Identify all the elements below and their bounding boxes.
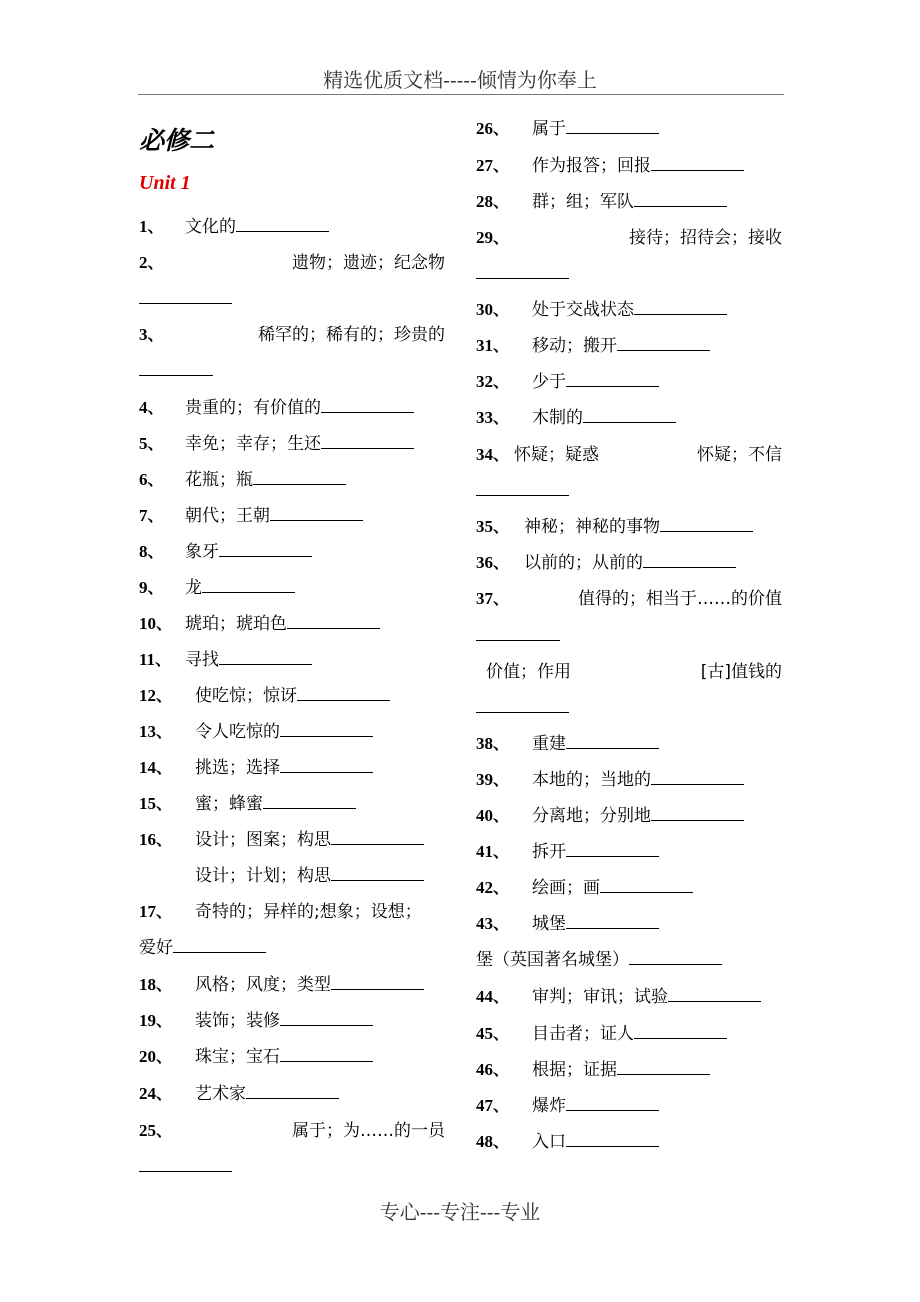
answer-blank[interactable] <box>331 830 424 845</box>
header-rule <box>138 94 784 95</box>
number-separator: 、 <box>147 508 164 525</box>
item-meaning: 设计；计划；构思 <box>195 866 331 886</box>
vocab-item-34 <box>476 444 782 467</box>
item-meaning: 值得的；相当于……的价值 <box>578 589 782 609</box>
vocab-item-37b <box>476 661 782 683</box>
vocab-item-44 <box>476 986 782 1009</box>
vocab-item-29 <box>476 227 782 250</box>
number-separator: 、 <box>156 760 173 777</box>
item-number: 24、 <box>139 1084 173 1103</box>
vocab-item-17-cont <box>139 937 445 959</box>
item-number: 25、 <box>139 1121 173 1140</box>
vocab-item-5 <box>139 433 445 456</box>
item-meaning: 移动；搬开 <box>532 336 617 356</box>
vocab-item-12 <box>139 685 445 708</box>
item-number: 12、 <box>139 686 173 705</box>
vocab-item-7 <box>139 505 445 528</box>
answer-blank[interactable] <box>668 987 761 1002</box>
number-separator: 、 <box>493 302 510 319</box>
answer-blank[interactable] <box>566 914 659 929</box>
vocab-item-35 <box>476 516 782 539</box>
number-separator: 、 <box>493 230 510 247</box>
number-separator: 、 <box>493 1062 510 1079</box>
answer-blank[interactable] <box>617 336 710 351</box>
vocab-item-14 <box>139 757 445 780</box>
answer-blank[interactable] <box>139 289 232 304</box>
vocab-item-40 <box>476 805 782 828</box>
item-number: 2、 <box>139 253 164 272</box>
item-number: 15、 <box>139 794 173 813</box>
vocab-item-20 <box>139 1046 445 1069</box>
item-meaning: 使吃惊；惊讶 <box>195 686 297 706</box>
answer-blank[interactable] <box>583 408 676 423</box>
item-meaning: 入口 <box>532 1132 566 1152</box>
vocab-item-4 <box>139 397 445 420</box>
item-meaning: 寻找 <box>185 650 219 670</box>
item-meaning: 绘画；画 <box>532 878 600 898</box>
item-meaning: 木制的 <box>532 408 583 428</box>
item-number: 13、 <box>139 722 173 741</box>
answer-blank[interactable] <box>634 300 727 315</box>
item-meaning: 贵重的；有价值的 <box>185 398 321 418</box>
item-number: 37、 <box>476 589 510 608</box>
number-separator: 、 <box>493 989 510 1006</box>
number-separator: 、 <box>493 916 510 933</box>
answer-blank[interactable] <box>566 372 659 387</box>
vocab-item-38 <box>476 733 782 756</box>
number-separator: 、 <box>147 400 164 417</box>
answer-blank[interactable] <box>236 217 329 232</box>
number-separator: 、 <box>156 1049 173 1066</box>
vocab-item-13 <box>139 721 445 744</box>
answer-blank[interactable] <box>629 950 722 965</box>
item-meaning: 以前的；从前的 <box>524 553 643 573</box>
number-separator: 、 <box>493 194 510 211</box>
page-header: 精选优质文档-----倾情为你奉上 <box>323 68 597 92</box>
vocab-item-45 <box>476 1023 782 1046</box>
answer-blank[interactable] <box>331 866 424 881</box>
item-number: 45、 <box>476 1024 510 1043</box>
answer-blank[interactable] <box>566 734 659 749</box>
answer-blank[interactable] <box>660 517 753 532</box>
number-separator: 、 <box>493 158 510 175</box>
item-meaning: 文化的 <box>185 217 236 237</box>
answer-blank[interactable] <box>651 770 744 785</box>
answer-blank[interactable] <box>219 650 312 665</box>
item-meaning: 怀疑；疑惑 <box>514 445 599 465</box>
answer-blank[interactable] <box>263 794 356 809</box>
item-meaning: 龙 <box>185 578 202 598</box>
number-separator: 、 <box>493 410 510 427</box>
number-separator: 、 <box>156 1086 173 1103</box>
item-number: 17、 <box>139 902 173 921</box>
vocab-item-47 <box>476 1095 782 1118</box>
number-separator: 、 <box>156 904 173 921</box>
number-separator: 、 <box>156 796 173 813</box>
item-meaning: 幸免；幸存；生还 <box>185 434 321 454</box>
item-number: 29、 <box>476 228 510 247</box>
item-number: 36、 <box>476 553 510 572</box>
number-separator: 、 <box>493 736 510 753</box>
vocab-item-10 <box>139 613 445 636</box>
answer-blank[interactable] <box>219 542 312 557</box>
number-separator: 、 <box>493 1026 510 1043</box>
item-meaning: 属于 <box>532 119 566 139</box>
item-number: 44、 <box>476 987 510 1006</box>
item-number: 20、 <box>139 1047 173 1066</box>
item-number: 47、 <box>476 1096 510 1115</box>
answer-blank[interactable] <box>246 1084 339 1099</box>
number-separator: 、 <box>493 338 510 355</box>
vocab-item-32 <box>476 371 782 394</box>
answer-blank[interactable] <box>270 506 363 521</box>
item-number: 6、 <box>139 470 164 489</box>
number-separator: 、 <box>493 808 510 825</box>
item-number: 27、 <box>476 156 510 175</box>
item-meaning: 神秘；神秘的事物 <box>524 517 660 537</box>
vocab-item-48 <box>476 1131 782 1154</box>
number-separator: 、 <box>156 977 173 994</box>
vocab-item-8 <box>139 541 445 564</box>
item-number: 11、 <box>139 650 172 669</box>
number-separator: 、 <box>156 1013 173 1030</box>
vocab-item-25-blank <box>139 1156 445 1178</box>
item-meaning: 令人吃惊的 <box>195 722 280 742</box>
vocab-item-9 <box>139 577 445 600</box>
vocab-item-6 <box>139 469 445 492</box>
item-number: 18、 <box>139 975 173 994</box>
item-meaning: 群；组；军队 <box>532 192 634 212</box>
number-separator: 、 <box>493 880 510 897</box>
vocab-item-43b <box>476 949 782 971</box>
item-meaning: 本地的；当地的 <box>532 770 651 790</box>
number-separator: 、 <box>147 472 164 489</box>
number-separator: 、 <box>493 121 510 138</box>
answer-blank[interactable] <box>280 758 373 773</box>
number-separator: 、 <box>147 580 164 597</box>
number-separator: 、 <box>493 844 510 861</box>
number-separator: 、 <box>147 327 164 344</box>
number-separator: 、 <box>493 447 510 464</box>
answer-blank[interactable] <box>617 1060 710 1075</box>
item-number: 48、 <box>476 1132 510 1151</box>
item-meaning: 少于 <box>532 372 566 392</box>
answer-blank[interactable] <box>253 470 346 485</box>
answer-blank[interactable] <box>600 878 693 893</box>
item-number: 46、 <box>476 1060 510 1079</box>
vocab-item-24 <box>139 1083 445 1106</box>
item-meaning: 装饰；装修 <box>195 1011 280 1031</box>
item-meaning: 朝代；王朝 <box>185 506 270 526</box>
item-meaning: 审判；审讯；试验 <box>532 987 668 1007</box>
item-meaning: 堡（英国著名城堡） <box>476 950 629 970</box>
vocab-item-29-blank <box>476 263 782 285</box>
vocab-item-1 <box>139 216 445 239</box>
number-separator: 、 <box>493 591 510 608</box>
item-meaning: 挑选；选择 <box>195 758 280 778</box>
answer-blank[interactable] <box>331 975 424 990</box>
number-separator: 、 <box>493 1098 510 1115</box>
item-meaning: 珠宝；宝石 <box>195 1047 280 1067</box>
item-meaning: 稀罕的；稀有的；珍贵的 <box>258 325 445 345</box>
vocab-item-31 <box>476 335 782 358</box>
vocab-item-27 <box>476 155 782 178</box>
item-meaning: 风格；风度；类型 <box>195 975 331 995</box>
answer-blank[interactable] <box>173 938 266 953</box>
item-number: 7、 <box>139 506 164 525</box>
item-meaning: 分离地；分别地 <box>532 806 651 826</box>
item-number: 8、 <box>139 542 164 561</box>
item-number: 38、 <box>476 734 510 753</box>
page-footer: 专心---专注---专业 <box>379 1200 541 1224</box>
vocab-item-36 <box>476 552 782 575</box>
number-separator: 、 <box>156 724 173 741</box>
answer-blank[interactable] <box>566 1132 659 1147</box>
answer-blank[interactable] <box>321 434 414 449</box>
vocab-item-18 <box>139 974 445 997</box>
item-meaning: 重建 <box>532 734 566 754</box>
item-number: 26、 <box>476 119 510 138</box>
answer-blank[interactable] <box>139 361 213 376</box>
item-number: 34、 <box>476 445 510 464</box>
unit-heading: Unit 1 <box>139 172 191 194</box>
vocab-item-16b <box>139 865 445 887</box>
item-meaning-2: [古]值钱的 <box>700 662 782 682</box>
item-meaning: 作为报答；回报 <box>532 156 651 176</box>
number-separator: 、 <box>155 652 172 669</box>
vocab-item-3-blank <box>139 360 445 382</box>
answer-blank[interactable] <box>566 842 659 857</box>
item-meaning: 根据；证据 <box>532 1060 617 1080</box>
item-meaning: 设计；图案；构思 <box>195 830 331 850</box>
vocab-item-26 <box>476 118 782 141</box>
number-separator: 、 <box>147 544 164 561</box>
number-separator: 、 <box>156 688 173 705</box>
item-number: 33、 <box>476 408 510 427</box>
item-number: 4、 <box>139 398 164 417</box>
answer-blank[interactable] <box>476 481 569 496</box>
vocab-item-2 <box>139 252 445 275</box>
number-separator: 、 <box>156 1123 173 1140</box>
item-number: 42、 <box>476 878 510 897</box>
answer-blank[interactable] <box>297 686 390 701</box>
item-meaning: 价值；作用 <box>486 662 571 682</box>
item-number: 32、 <box>476 372 510 391</box>
vocab-item-46 <box>476 1059 782 1082</box>
vocab-item-16 <box>139 829 445 852</box>
item-number: 30、 <box>476 300 510 319</box>
vocab-item-37b-blank <box>476 697 782 719</box>
item-meaning: 花瓶；瓶 <box>185 470 253 490</box>
item-number: 43、 <box>476 914 510 933</box>
answer-blank[interactable] <box>566 1096 659 1111</box>
vocab-item-34-blank <box>476 480 782 502</box>
number-separator: 、 <box>493 555 510 572</box>
item-number: 41、 <box>476 842 510 861</box>
answer-blank[interactable] <box>280 1047 373 1062</box>
vocab-item-17 <box>139 901 445 924</box>
number-separator: 、 <box>493 1134 510 1151</box>
number-separator: 、 <box>493 519 510 536</box>
number-separator: 、 <box>147 436 164 453</box>
item-meaning: 遗物；遗迹；纪念物 <box>292 253 445 273</box>
item-meaning: 艺术家 <box>195 1084 246 1104</box>
item-meaning: 拆开 <box>532 842 566 862</box>
item-number: 31、 <box>476 336 510 355</box>
vocab-item-19 <box>139 1010 445 1033</box>
number-separator: 、 <box>156 616 173 633</box>
item-number: 14、 <box>139 758 173 777</box>
item-number: 40、 <box>476 806 510 825</box>
item-number: 35、 <box>476 517 510 536</box>
number-separator: 、 <box>156 832 173 849</box>
number-separator: 、 <box>493 772 510 789</box>
item-number: 1、 <box>139 217 164 236</box>
answer-blank[interactable] <box>280 722 373 737</box>
item-number: 10、 <box>139 614 173 633</box>
item-meaning: 象牙 <box>185 542 219 562</box>
item-meaning: 蜜；蜂蜜 <box>195 794 263 814</box>
item-meaning: 奇特的；异样的;想象；设想； <box>195 902 422 922</box>
item-number: 5、 <box>139 434 164 453</box>
vocab-item-2-blank <box>139 288 445 310</box>
item-meaning: 处于交战状态 <box>532 300 634 320</box>
answer-blank[interactable] <box>280 1011 373 1026</box>
item-meaning: 爆炸 <box>532 1096 566 1116</box>
item-number: 9、 <box>139 578 164 597</box>
vocab-item-15 <box>139 793 445 816</box>
vocab-item-39 <box>476 769 782 792</box>
item-meaning: 琥珀；琥珀色 <box>185 614 287 634</box>
item-number: 16、 <box>139 830 173 849</box>
number-separator: 、 <box>147 219 164 236</box>
vocab-item-37 <box>476 588 782 611</box>
vocab-item-33 <box>476 407 782 430</box>
vocab-item-25 <box>139 1120 445 1143</box>
item-number: 39、 <box>476 770 510 789</box>
answer-blank[interactable] <box>643 553 736 568</box>
item-meaning: 目击者；证人 <box>532 1024 634 1044</box>
item-meaning: 接待；招待会；接收 <box>629 228 782 248</box>
answer-blank[interactable] <box>634 1024 727 1039</box>
vocab-item-28 <box>476 191 782 214</box>
answer-blank[interactable] <box>634 192 727 207</box>
item-number: 19、 <box>139 1011 173 1030</box>
answer-blank[interactable] <box>476 626 560 641</box>
answer-blank[interactable] <box>476 264 569 279</box>
vocab-item-3 <box>139 324 445 347</box>
answer-blank[interactable] <box>287 614 380 629</box>
vocab-item-42 <box>476 877 782 900</box>
answer-blank[interactable] <box>566 119 659 134</box>
answer-blank[interactable] <box>321 398 414 413</box>
number-separator: 、 <box>493 374 510 391</box>
item-number: 28、 <box>476 192 510 211</box>
vocab-item-41 <box>476 841 782 864</box>
answer-blank[interactable] <box>139 1157 232 1172</box>
item-meaning-2: 怀疑；不信 <box>697 445 782 465</box>
item-meaning-cont: 爱好 <box>139 938 173 958</box>
item-number: 3、 <box>139 325 164 344</box>
vocab-item-37-blank <box>476 625 782 647</box>
item-meaning: 属于；为……的一员 <box>292 1121 445 1141</box>
vocab-item-30 <box>476 299 782 322</box>
number-separator: 、 <box>147 255 164 272</box>
answer-blank[interactable] <box>476 698 569 713</box>
answer-blank[interactable] <box>651 156 744 171</box>
answer-blank[interactable] <box>651 806 744 821</box>
document-title: 必修二 <box>139 128 215 155</box>
vocab-item-43 <box>476 913 782 936</box>
item-meaning: 城堡 <box>532 914 566 934</box>
vocab-item-11 <box>139 649 445 672</box>
answer-blank[interactable] <box>202 578 295 593</box>
